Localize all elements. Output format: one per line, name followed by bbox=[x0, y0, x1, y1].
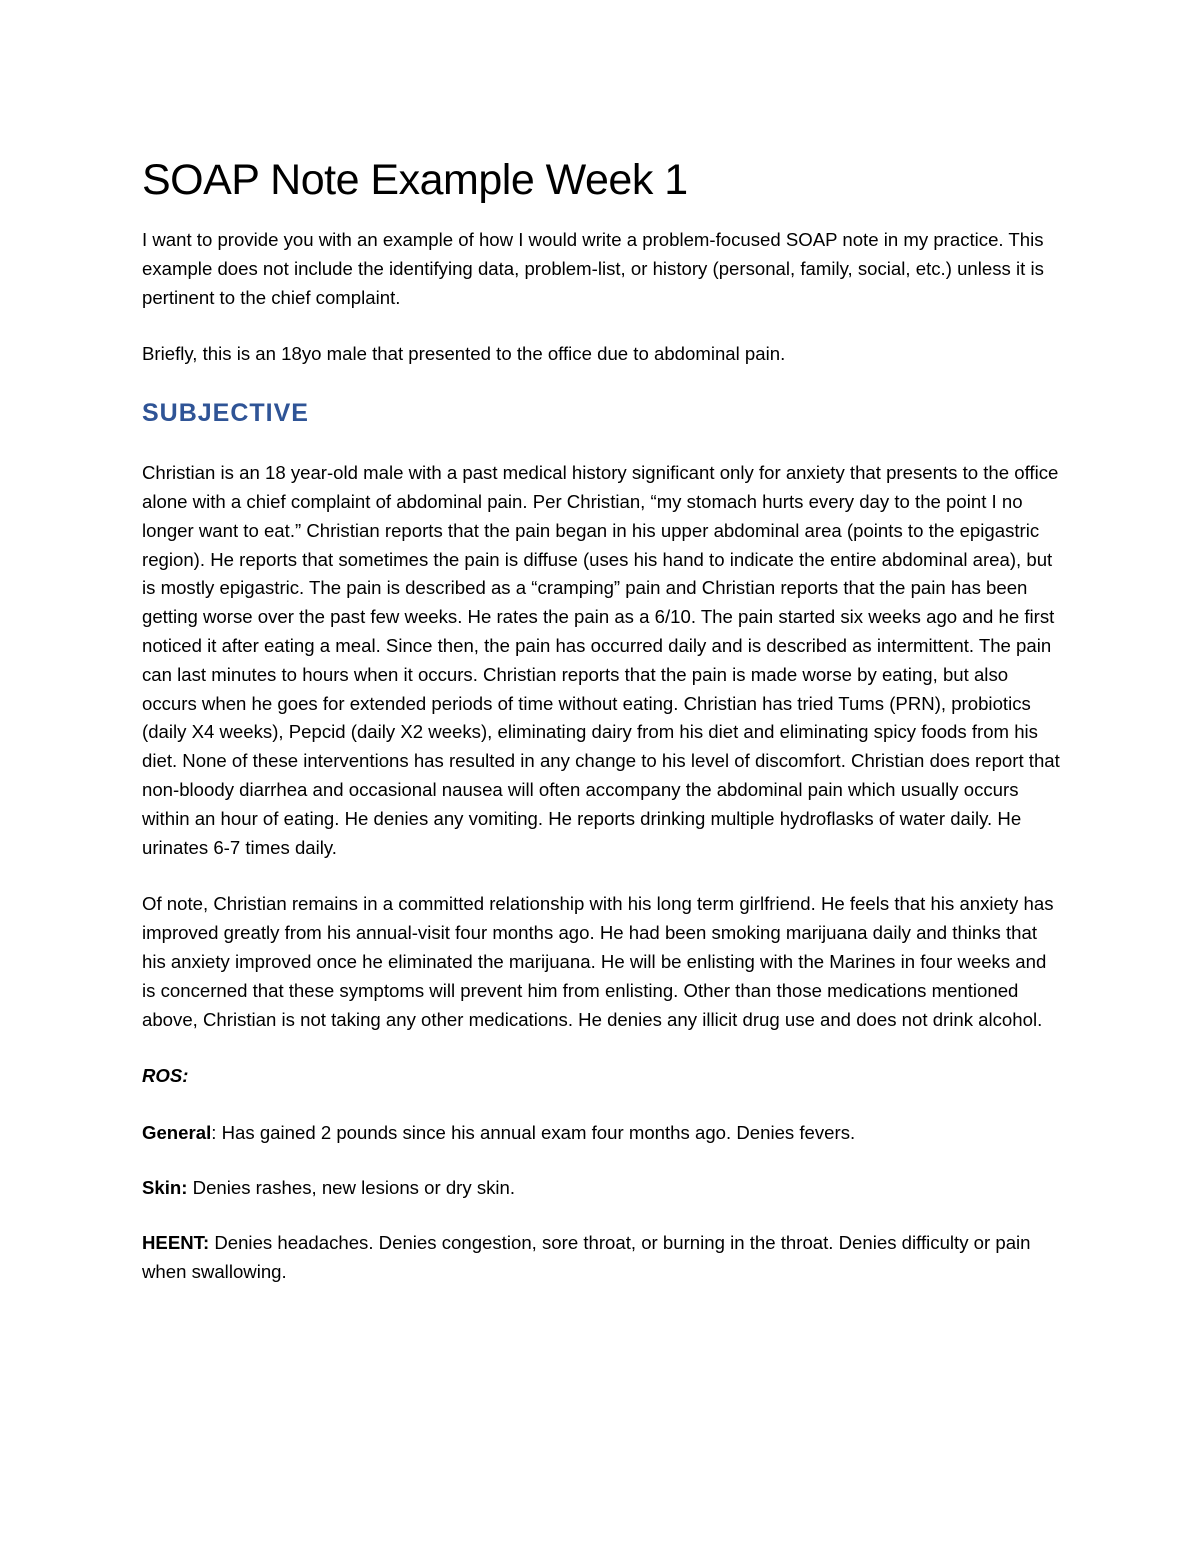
subjective-heading: SUBJECTIVE bbox=[142, 399, 309, 428]
ros-sep-general: : bbox=[211, 1122, 217, 1144]
intro-paragraph: I want to provide you with an example of how I would write a problem-focused SOAP note in my practice. This example does not include the identifying data, problem-list, or history (personal, family, social, etc.) unless it is pertinent to the chief complaint. bbox=[142, 229, 1044, 308]
ros-key-heent: HEENT: bbox=[142, 1231, 210, 1253]
ros-item-skin bbox=[142, 1174, 1062, 1203]
ros-text-general: Has gained 2 pounds since his annual exam four months ago. Denies fevers. bbox=[216, 1122, 856, 1144]
ros-item-heent bbox=[142, 1229, 1062, 1287]
ros-item-general bbox=[142, 1119, 1062, 1148]
ros-label: ROS: bbox=[142, 1065, 189, 1087]
ros-key-skin: Skin: bbox=[142, 1176, 188, 1198]
ros-text-heent: Denies headaches. Denies congestion, sore throat, or burning in the throat. Denies difficulty or pain when swallowing. bbox=[142, 1231, 1031, 1282]
document-body bbox=[142, 152, 1062, 1312]
brief-paragraph: Briefly, this is an 18yo male that presented to the office due to abdominal pain. bbox=[142, 343, 786, 365]
document-title: SOAP Note Example Week 1 bbox=[142, 156, 688, 204]
subjective-paragraph-history: Christian is an 18 year-old male with a past medical history significant only for anxiety that presents to the office alone with a chief complaint of abdominal pain. Per Christian, “my stomach hurts every day to the point I no longer want to eat.” Christian reports that the pain began in his upper abdominal area (points to the epigastric region). He reports that sometimes the pain is diffuse (uses his hand to indicate the entire abdominal area), but is mostly epigastric. The pain is described as a “cramping” pain and Christian reports that the pain has been getting worse over the past few weeks. He rates the pain as a 6/10. The pain started six weeks ago and he first noticed it after eating a meal. Since then, the pain has occurred daily and is described as intermittent. The pain can last minutes to hours when it occurs. Christian reports that the pain is made worse by eating, but also occurs when he goes for extended periods of time without eating. Christian has tried Tums (PRN), probiotics (daily X4 weeks), Pepcid (daily X2 weeks), eliminating dairy from his diet and eliminating spicy foods from his diet. None of these interventions has resulted in any change to his level of discomfort. Christian does report that non-bloody diarrhea and occasional nausea will often accompany the abdominal pain which usually occurs within an hour of eating. He denies any vomiting. He reports drinking multiple hydroflasks of water daily. He urinates 6-7 times daily. bbox=[142, 462, 1060, 858]
ros-text-skin: Denies rashes, new lesions or dry skin. bbox=[187, 1176, 516, 1198]
ros-key-general: General bbox=[142, 1122, 212, 1144]
subjective-paragraph-social: Of note, Christian remains in a committed relationship with his long term girlfriend. He feels that his anxiety has improved greatly from his annual-visit four months ago. He had been smoking marijuana daily and thinks that his anxiety improved once he eliminated the marijuana. He will be enlisting with the Marines in four weeks and is concerned that these symptoms will prevent him from enlisting. Other than those medications mentioned above, Christian is not taking any other medications. He denies any illicit drug use and does not drink alcohol. bbox=[142, 893, 1054, 1030]
